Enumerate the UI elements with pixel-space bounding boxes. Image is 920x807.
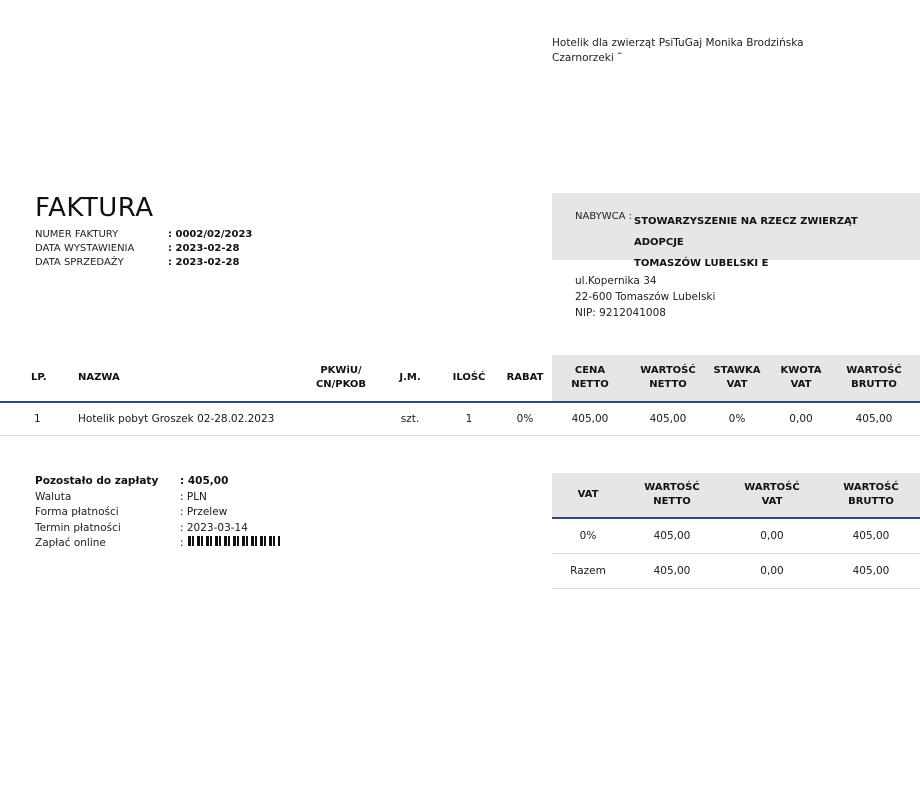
online-value: : [180,537,184,549]
col-rate [705,355,769,401]
row-qty: 1 [465,413,473,425]
row-rate: 0% [728,413,746,425]
buyer-box [552,193,920,269]
col-vat [770,355,832,401]
term-row [35,521,280,537]
col-discount: RABAT [506,372,544,383]
col-gross-line2: BRUTTO [851,379,897,390]
col-price-line1: CENA [574,365,606,376]
currency-value: : PLN [180,490,207,503]
method-label: Forma płatności [35,506,119,518]
due-value: : 405,00 [180,475,229,487]
vat-total-gross: 405,00 [852,565,890,577]
payment-link-icon[interactable] [188,536,280,546]
vat-col-net-line1: WARTOŚĆ [644,482,700,493]
row-vat: 0,00 [789,413,813,425]
seller-address: Czarnorzeki ˜ [552,52,623,64]
invoice-number-label: NUMER FAKTURY [35,229,119,240]
vat-col-net [632,473,712,517]
buyer-label: NABYWCA : [575,211,633,222]
term-label: Termin płatności [35,521,121,534]
col-pkwiu-line1: PKWiU/ [320,365,362,376]
col-gross [838,355,910,401]
issue-date: : 2023-02-28 [168,243,240,254]
invoice-title: FAKTURA [35,193,154,223]
vat-row-rate: 0% [579,530,597,542]
buyer-city: 22-600 Tomaszów Lubelski [575,291,716,303]
vat-col-gross [831,473,911,517]
payment-summary [35,474,280,552]
vat-total-vatv: 0,00 [760,565,784,577]
vat-col-vat: VAT [577,489,599,500]
row-lp: 1 [34,413,41,425]
invoice-number-row [35,228,252,242]
row-name: Hotelik pobyt Groszek 02-28.02.2023 [78,413,275,425]
col-gross-line1: WARTOŚĆ [846,365,902,376]
buyer-nip: NIP: 9212041008 [575,307,666,319]
sale-date-label: DATA SPRZEDAŻY [35,257,124,268]
row-net: 405,00 [649,413,687,425]
col-price-line2: NETTO [571,379,609,390]
items-table [0,355,920,436]
invoice-meta [35,228,252,270]
seller-block [552,36,804,66]
col-vat-line1: KWOTA [780,365,822,376]
vat-col-gross-line1: WARTOŚĆ [843,482,899,493]
seller-name: Hotelik dla zwierząt PsiTuGaj Monika Brodzińska [552,37,804,49]
col-net [633,355,703,401]
items-table-header [0,355,920,403]
sale-date-row [35,256,252,270]
buyer-name-line1: STOWARZYSZENIE NA RZECZ ZWIERZĄT ADOPCJE [634,216,858,248]
buyer-name-line2: TOMASZÓW LUBELSKI E [634,258,769,269]
invoice-number: : 0002/02/2023 [168,229,253,240]
col-qty: ILOŚĆ [452,372,486,383]
col-price [555,355,625,401]
col-lp: LP. [31,372,47,383]
method-value: : Przelew [180,506,228,518]
currency-row [35,490,280,506]
vat-row-net: 405,00 [653,530,691,542]
vat-row-vatv: 0,00 [760,530,784,542]
vat-col-net-line2: NETTO [653,496,691,507]
row-pkwiu [305,403,377,435]
col-rate-line1: STAWKA [713,365,761,376]
row-gross: 405,00 [855,413,893,425]
vat-table-header [552,473,920,519]
col-net-line1: WARTOŚĆ [640,365,696,376]
table-row [552,554,920,589]
vat-total-label: Razem [570,565,606,577]
term-value: : 2023-03-14 [180,521,248,534]
vat-col-vatv-line1: WARTOŚĆ [744,482,800,493]
col-net-line2: NETTO [649,379,687,390]
table-row [0,403,920,436]
vat-col-gross-line2: BRUTTO [848,496,894,507]
col-vat-line2: VAT [790,379,812,390]
row-jm: szt. [400,413,420,425]
buyer-name [634,211,904,274]
row-discount: 0% [516,413,534,425]
sale-date: : 2023-02-28 [168,257,240,268]
vat-row-gross: 405,00 [852,530,890,542]
online-label: Zapłać online [35,537,106,549]
method-row [35,505,280,521]
vat-total-net: 405,00 [653,565,691,577]
vat-col-vatv-line2: VAT [761,496,783,507]
issue-date-row [35,242,252,256]
buyer-street: ul.Kopernika 34 [575,275,657,287]
row-price: 405,00 [571,413,609,425]
issue-date-label: DATA WYSTAWIENIA [35,243,135,254]
col-pkwiu-line2: CN/PKOB [315,379,367,390]
currency-label: Waluta [35,490,72,503]
col-jm: J.M. [399,372,421,383]
table-row [552,519,920,554]
vat-table [552,473,920,589]
col-name: NAZWA [78,372,120,383]
vat-col-vatv [732,473,812,517]
due-row [35,474,280,490]
col-rate-line2: VAT [726,379,748,390]
due-label: Pozostało do zapłaty [35,475,159,487]
online-row [35,536,280,552]
col-pkwiu [305,355,377,401]
buyer-address [575,273,715,321]
